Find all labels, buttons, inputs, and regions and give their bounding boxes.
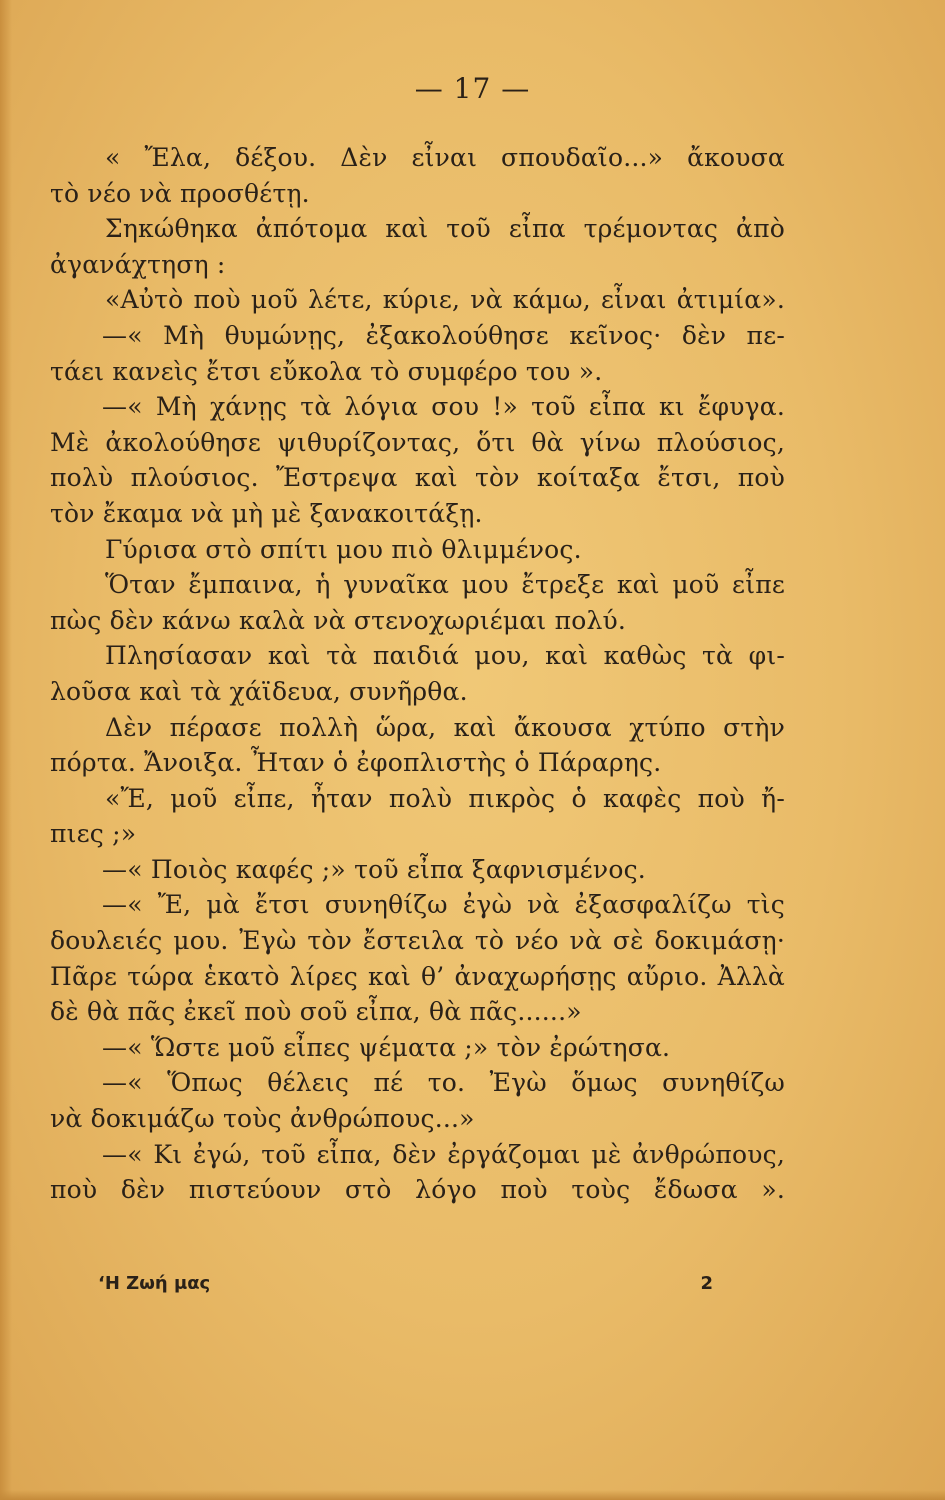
text-line: —« Ὅπως θέλεις πέ το. Ἐγὼ ὅμως συνηθίζω <box>102 1068 785 1098</box>
text-line: —« Ποιὸς καφές ;» τοῦ εἶπα ξαφνισμένος. <box>102 854 646 884</box>
text-line: Πᾶρε τώρα ἑκατὸ λίρες καὶ θ’ ἀναχωρήσῃς αὔριο. Ἀλλὰ <box>50 961 785 991</box>
text-line: Πλησίασαν καὶ τὰ παιδιά μου, καὶ καθὼς τὰ φι- <box>105 641 785 671</box>
text-line: Μὲ ἀκολούθησε ψιθυρίζοντας, ὅτι θὰ γίνω πλούσιος, <box>50 427 785 457</box>
text-line: τὸ νέο νὰ προσθέτῃ. <box>50 178 310 208</box>
text-line: τάει κανεὶς ἔτσι εὔκολα τὸ συμφέρο του ». <box>50 356 603 386</box>
body-text <box>50 140 785 1208</box>
text-line: Σηκώθηκα ἀπότομα καὶ τοῦ εἶπα τρέμοντας ἀπὸ <box>105 214 785 244</box>
text-line: νὰ δοκιμάζω τοὺς ἀνθρώπους...» <box>50 1104 475 1134</box>
text-line: δὲ θὰ πᾶς ἐκεῖ ποὺ σοῦ εἶπα, θὰ πᾶς......» <box>50 997 582 1027</box>
page-bottom-shadow <box>0 1490 945 1500</box>
text-line: « Ἔλα, δέξου. Δὲν εἶναι σπουδαῖο...» ἄκουσα <box>105 143 785 172</box>
text-line: πόρτα. Ἄνοιξα. Ἦταν ὁ ἐφοπλιστὴς ὁ Πάραρης. <box>50 748 662 778</box>
text-line: Δὲν πέρασε πολλὴ ὥρα, καὶ ἄκουσα χτύπο στὴν <box>105 712 785 742</box>
text-line: ποὺ δὲν πιστεύουν στὸ λόγο ποὺ τοὺς ἔδωσα ». <box>50 1175 785 1205</box>
text-line: πολὺ πλούσιος. Ἔστρεψα καὶ τὸν κοίταξα ἔτσι, ποὺ <box>50 463 785 493</box>
text-line: λοῦσα καὶ τὰ χάϊδευα, συνῆρθα. <box>50 676 468 706</box>
footer-signature-mark: 2 <box>700 1273 713 1294</box>
text-line: —« Ὥστε μοῦ εἶπες ψέματα ;» τὸν ἐρώτησα. <box>102 1032 671 1062</box>
text-line: —« Κι ἐγώ, τοῦ εἶπα, δὲν ἐργάζομαι μὲ ἀνθρώπους, <box>102 1139 785 1169</box>
text-line: Ὅταν ἔμπαινα, ἡ γυναῖκα μου ἔτρεξε καὶ μοῦ εἶπε <box>105 570 785 600</box>
text-line: Γύρισα στὸ σπίτι μου πιὸ θλιμμένος. <box>105 534 582 564</box>
text-line: —« Μὴ χάνῃς τὰ λόγια σου !» τοῦ εἶπα κι ἔφυγα. <box>102 392 785 422</box>
page-number: — 17 — <box>414 72 531 105</box>
text-line: «Ἔ, μοῦ εἶπε, ἦταν πολὺ πικρὸς ὁ καφὲς ποὺ ἤ- <box>105 783 785 813</box>
text-line: «Αὐτὸ ποὺ μοῦ λέτε, κύριε, νὰ κάμω, εἶναι ἀτιμία». <box>105 285 785 315</box>
text-line: ἀγανάχτηση : <box>50 249 226 279</box>
text-line: δουλειές μου. Ἐγὼ τὸν ἔστειλα τὸ νέο νὰ σὲ δοκιμάσῃ· <box>50 926 785 956</box>
text-line: —« Μὴ θυμώνῃς, ἐξακολούθησε κεῖνος· δὲν πε- <box>102 320 785 350</box>
footer-book-title: ‘Η Ζωή μας <box>98 1273 211 1294</box>
text-line: πὼς δὲν κάνω καλὰ νὰ στενοχωριέμαι πολύ. <box>50 605 627 635</box>
page-edge-shadow <box>0 0 12 1500</box>
text-line: —« Ἔ, μὰ ἔτσι συνηθίζω ἐγὼ νὰ ἐξασφαλίζω τὶς <box>102 890 785 920</box>
text-line: πιες ;» <box>50 819 137 849</box>
text-line: τὸν ἔκαμα νὰ μὴ μὲ ξανακοιτάξῃ. <box>50 498 483 528</box>
